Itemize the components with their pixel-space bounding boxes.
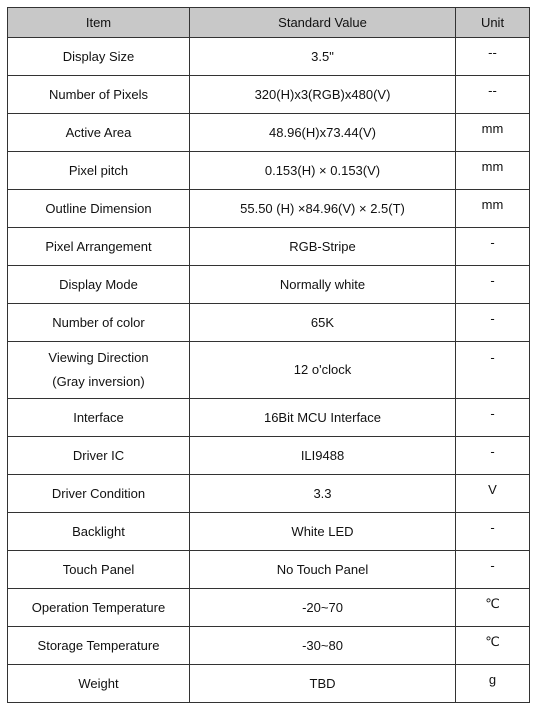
table-row <box>8 38 530 76</box>
item-label: Active Area <box>65 124 132 140</box>
item-cell <box>8 304 190 342</box>
unit-cell: ℃ <box>456 589 530 627</box>
unit-cell: - <box>456 342 530 399</box>
table-row <box>8 399 530 437</box>
item-label: Pixel Arrangement <box>45 238 152 254</box>
table-row <box>8 342 530 399</box>
item-label: Driver Condition <box>51 485 146 501</box>
unit-cell: -- <box>456 38 530 76</box>
table-row <box>8 190 530 228</box>
item-label: Interface <box>73 409 124 425</box>
item-cell <box>8 665 190 703</box>
item-cell <box>8 342 190 399</box>
item-label: Outline Dimension <box>45 200 152 216</box>
unit-cell: mm <box>456 152 530 190</box>
table-row <box>8 152 530 190</box>
standard-value-cell: 16Bit MCU Interface <box>190 399 456 437</box>
standard-value-cell: 320(H)x3(RGB)x480(V) <box>190 76 456 114</box>
standard-value-cell: TBD <box>190 665 456 703</box>
header-standard-value: Standard Value <box>190 8 456 38</box>
standard-value-cell: 55.50 (H) ×84.96(V) × 2.5(T) <box>190 190 456 228</box>
table-body <box>8 38 530 703</box>
item-cell <box>8 152 190 190</box>
standard-value-cell: White LED <box>190 513 456 551</box>
table-row <box>8 114 530 152</box>
item-cell <box>8 551 190 589</box>
unit-cell: - <box>456 551 530 589</box>
item-label: Weight <box>78 675 119 691</box>
standard-value-cell: No Touch Panel <box>190 551 456 589</box>
table-row <box>8 551 530 589</box>
item-cell <box>8 114 190 152</box>
table-row <box>8 665 530 703</box>
header-row <box>8 8 530 38</box>
item-label: Display Mode <box>59 276 138 292</box>
unit-cell: - <box>456 228 530 266</box>
item-label: Operation Temperature <box>31 599 166 615</box>
table-row <box>8 304 530 342</box>
unit-cell: - <box>456 266 530 304</box>
table-row <box>8 475 530 513</box>
item-cell <box>8 190 190 228</box>
item-label: (Gray inversion) <box>52 374 145 389</box>
unit-cell: - <box>456 399 530 437</box>
standard-value-cell: Normally white <box>190 266 456 304</box>
unit-cell: - <box>456 304 530 342</box>
standard-value-cell: RGB-Stripe <box>190 228 456 266</box>
item-cell <box>8 627 190 665</box>
item-cell <box>8 228 190 266</box>
table-row <box>8 437 530 475</box>
table-row <box>8 76 530 114</box>
standard-value-cell: -30~80 <box>190 627 456 665</box>
item-cell <box>8 38 190 76</box>
standard-value-cell: ILI9488 <box>190 437 456 475</box>
item-label: Pixel pitch <box>68 162 129 178</box>
item-cell <box>8 437 190 475</box>
unit-cell: mm <box>456 114 530 152</box>
item-label: Number of color <box>52 314 145 330</box>
unit-cell: - <box>456 437 530 475</box>
item-cell <box>8 589 190 627</box>
item-label: Storage Temperature <box>37 637 160 653</box>
header-item: Item <box>8 8 190 38</box>
standard-value-cell: 3.3 <box>190 475 456 513</box>
table-row <box>8 266 530 304</box>
standard-value-cell: 65K <box>190 304 456 342</box>
table-row <box>8 627 530 665</box>
standard-value-cell: 0.153(H) × 0.153(V) <box>190 152 456 190</box>
item-cell <box>8 475 190 513</box>
item-cell <box>8 76 190 114</box>
standard-value-cell: 12 o'clock <box>190 342 456 399</box>
table-header <box>8 8 530 38</box>
item-cell <box>8 266 190 304</box>
table-row <box>8 228 530 266</box>
header-unit: Unit <box>456 8 530 38</box>
item-cell <box>8 513 190 551</box>
item-label: Number of Pixels <box>49 86 148 102</box>
item-label: Backlight <box>72 523 125 539</box>
standard-value-cell: 48.96(H)x73.44(V) <box>190 114 456 152</box>
unit-cell: V <box>456 475 530 513</box>
unit-cell: g <box>456 665 530 703</box>
unit-cell: - <box>456 513 530 551</box>
standard-value-cell: -20~70 <box>190 589 456 627</box>
unit-cell: ℃ <box>456 627 530 665</box>
item-label: Driver IC <box>72 447 125 463</box>
item-label: Viewing Direction <box>48 350 149 365</box>
item-label: Display Size <box>62 48 135 64</box>
unit-cell: mm <box>456 190 530 228</box>
table-row <box>8 513 530 551</box>
item-cell <box>8 399 190 437</box>
table-row <box>8 589 530 627</box>
standard-value-cell: 3.5" <box>190 38 456 76</box>
item-label: Touch Panel <box>62 561 135 577</box>
unit-cell: -- <box>456 76 530 114</box>
